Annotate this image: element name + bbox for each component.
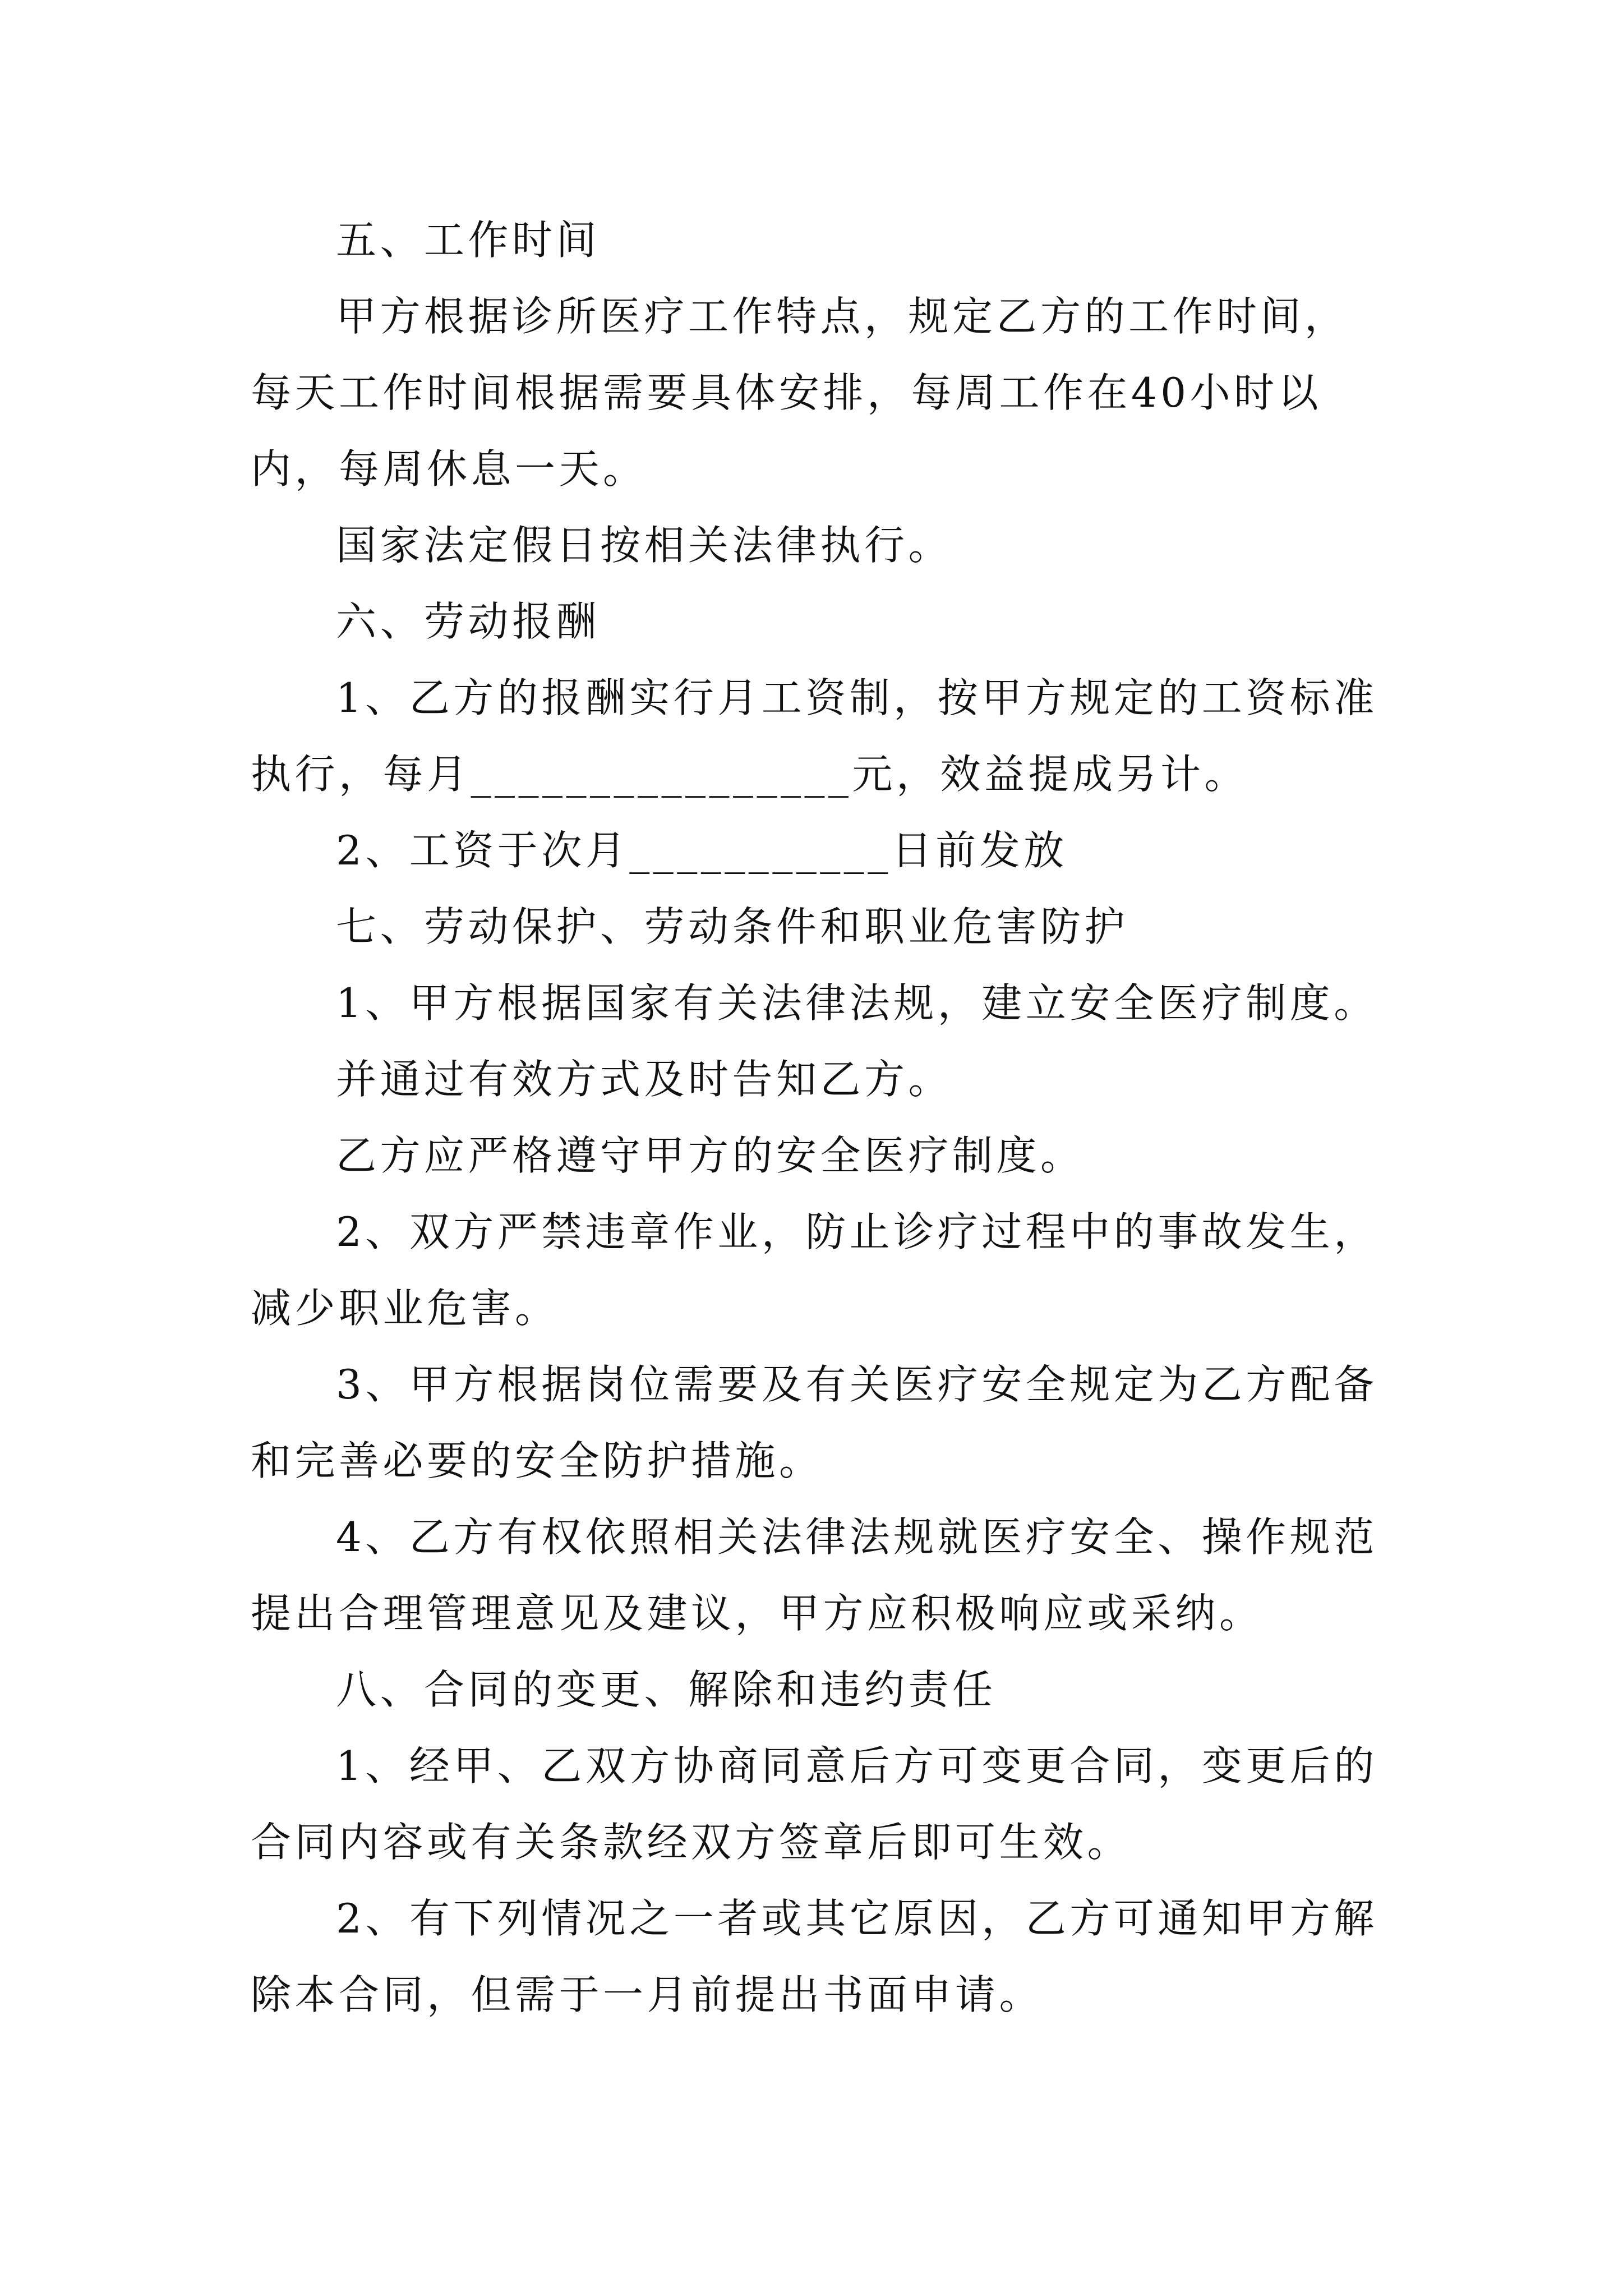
section-heading-work-hours: 五、工作时间	[336, 217, 601, 264]
section-heading-labor-protection: 七、劳动保护、劳动条件和职业危害防护	[336, 903, 1129, 950]
paragraph-notify: 并通过有效方式及时告知乙方。	[336, 1056, 953, 1103]
paragraph-contract-amendment: 1、经甲、乙双方协商同意后方可变更合同，变更后的合同内容或有关条款经双方签章后即可生效。	[251, 1742, 1378, 1866]
document-body	[251, 202, 1384, 2033]
paragraph-no-violations: 2、双方严禁违章作业，防止诊疗过程中的事故发生，减少职业危害。	[251, 1208, 1378, 1332]
paragraph-protective-measures: 3、甲方根据岗位需要及有关医疗安全规定为乙方配备和完善必要的安全防护措施。	[251, 1361, 1378, 1484]
paragraph-monthly-salary: 1、乙方的报酬实行月工资制，按甲方规定的工资标准执行，每月________________元，效益提成另计。	[251, 674, 1378, 798]
paragraph-safety-system: 1、甲方根据国家有关法律法规，建立安全医疗制度。	[336, 979, 1378, 1027]
paragraph-comply: 乙方应严格遵守甲方的安全医疗制度。	[336, 1132, 1085, 1179]
paragraph-payday: 2、工资于次月___________日前发放	[336, 827, 1068, 874]
paragraph-work-hours-rule: 甲方根据诊所医疗工作特点，规定乙方的工作时间，每天工作时间根据需要具体安排，每周工作在40小时以内，每周休息一天。	[251, 293, 1349, 493]
section-heading-remuneration: 六、劳动报酬	[336, 598, 601, 645]
paragraph-right-to-suggest: 4、乙方有权依照相关法律法规就医疗安全、操作规范提出合理管理意见及建议，甲方应积极响应或采纳。	[251, 1513, 1378, 1637]
section-heading-contract-change: 八、合同的变更、解除和违约责任	[336, 1666, 997, 1713]
paragraph-holidays: 国家法定假日按相关法律执行。	[336, 522, 953, 569]
paragraph-contract-termination: 2、有下列情况之一者或其它原因，乙方可通知甲方解除本合同，但需于一月前提出书面申请。	[251, 1895, 1378, 2018]
